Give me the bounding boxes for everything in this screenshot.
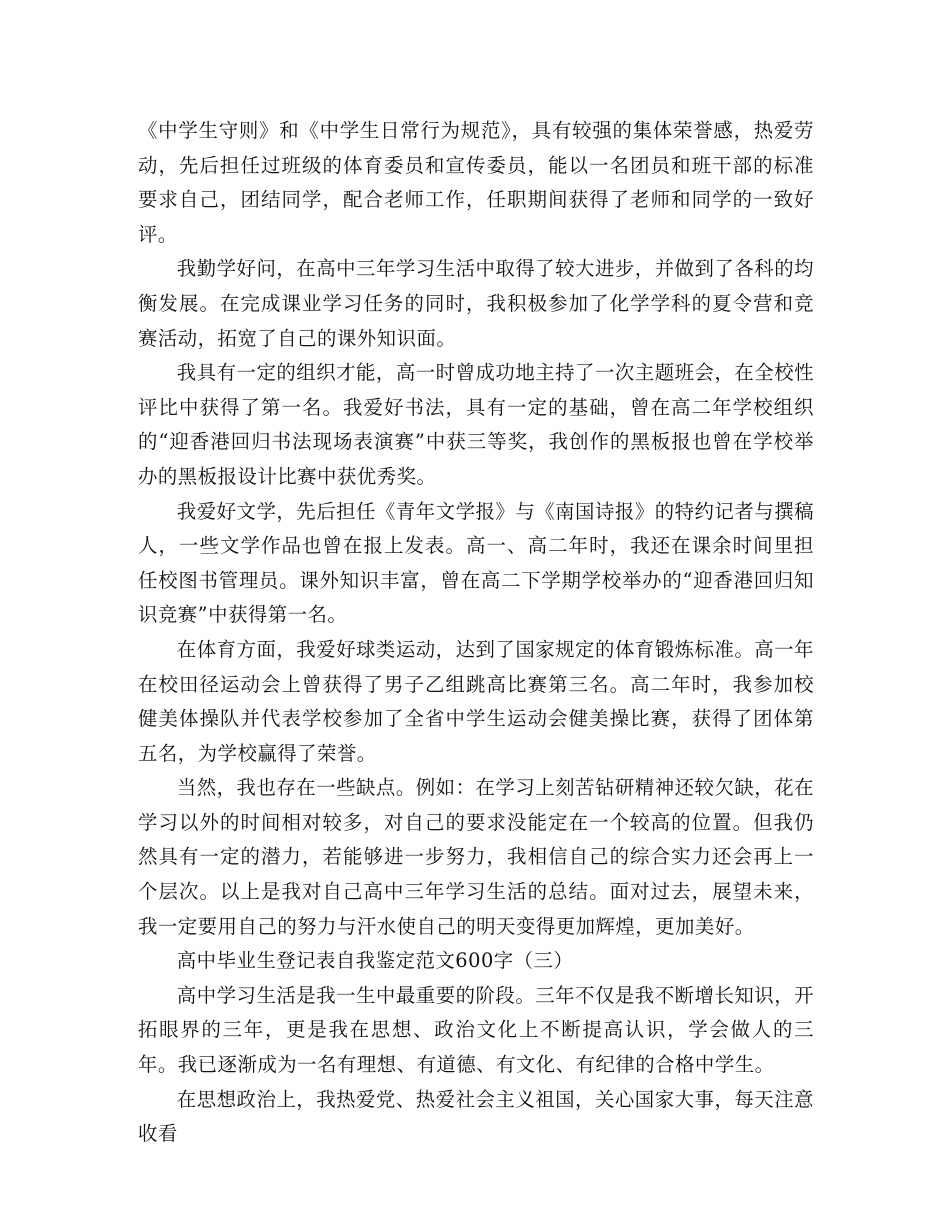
paragraph-literature: 我爱好文学，先后担任《青年文学报》与《南国诗报》的特约记者与撰稿人，一些文学作品也曾在报上发表。高一、高二年时，我还在课余时间里担任校图书管理员。课外知识丰富，曾在高二下学期学校举办的“迎香港回归知识竞赛”中获得第一名。 <box>138 499 814 627</box>
paragraph-study: 我勤学好问，在高中三年学习生活中取得了较大进步，并做到了各科的均衡发展。在完成课业学习任务的同时，我积极参加了化学学科的夏令营和竞赛活动，拓宽了自己的课外知识面。 <box>138 257 814 350</box>
section-heading: 高中毕业生登记表自我鉴定范文600字（三） <box>176 949 574 973</box>
paragraph-organization: 我具有一定的组织才能，高一时曾成功地主持了一次主题班会，在全校性评比中获得了第一名。我爱好书法，具有一定的基础，曾在高二年学校组织的“迎香港回归书法现场表演赛”中获三等奖，我创作的黑板报也曾在学校举办的黑板报设计比赛中获优秀奖。 <box>138 361 814 488</box>
paragraph-shortcomings: 当然，我也存在一些缺点。例如：在学习上刻苦钻研精神还较欠缺，花在学习以外的时间相对较多，对自己的要求没能定在一个较高的位置。但我仍然具有一定的潜力，若能够进一步努力，我相信自己的综合实力还会再上一个层次。以上是我对自己高中三年学习生活的总结。面对过去，展望未来，我一定要用自己的努力与汗水使自己的明天变得更加辉煌，更加美好。 <box>138 776 814 938</box>
paragraph-continuation: 《中学生守则》和《中学生日常行为规范》，具有较强的集体荣誉感，热爱劳动，先后担任过班级的体育委员和宣传委员，能以一名团员和班干部的标准要求自己，团结同学，配合老师工作，任职期间获得了老师和同学的一致好评。 <box>138 119 814 246</box>
paragraph-intro-three: 高中学习生活是我一生中最重要的阶段。三年不仅是我不断增长知识，开拓眼界的三年，更是我在思想、政治文化上不断提高认识，学会做人的三年。我已逐渐成为一名有理想、有道德、有文化、有纪律的合格中学生。 <box>138 983 814 1077</box>
paragraph-sports: 在体育方面，我爱好球类运动，达到了国家规定的体育锻炼标准。高一年在校田径运动会上曾获得了男子乙组跳高比赛第三名。高二年时，我参加校健美体操队并代表学校参加了全省中学生运动会健美操比赛，获得了团体第五名，为学校赢得了荣誉。 <box>138 637 814 765</box>
paragraph-politics: 在思想政治上，我热爱党、热爱社会主义祖国，关心国家大事，每天注意收看 <box>138 1087 814 1146</box>
document-body <box>138 114 814 1152</box>
